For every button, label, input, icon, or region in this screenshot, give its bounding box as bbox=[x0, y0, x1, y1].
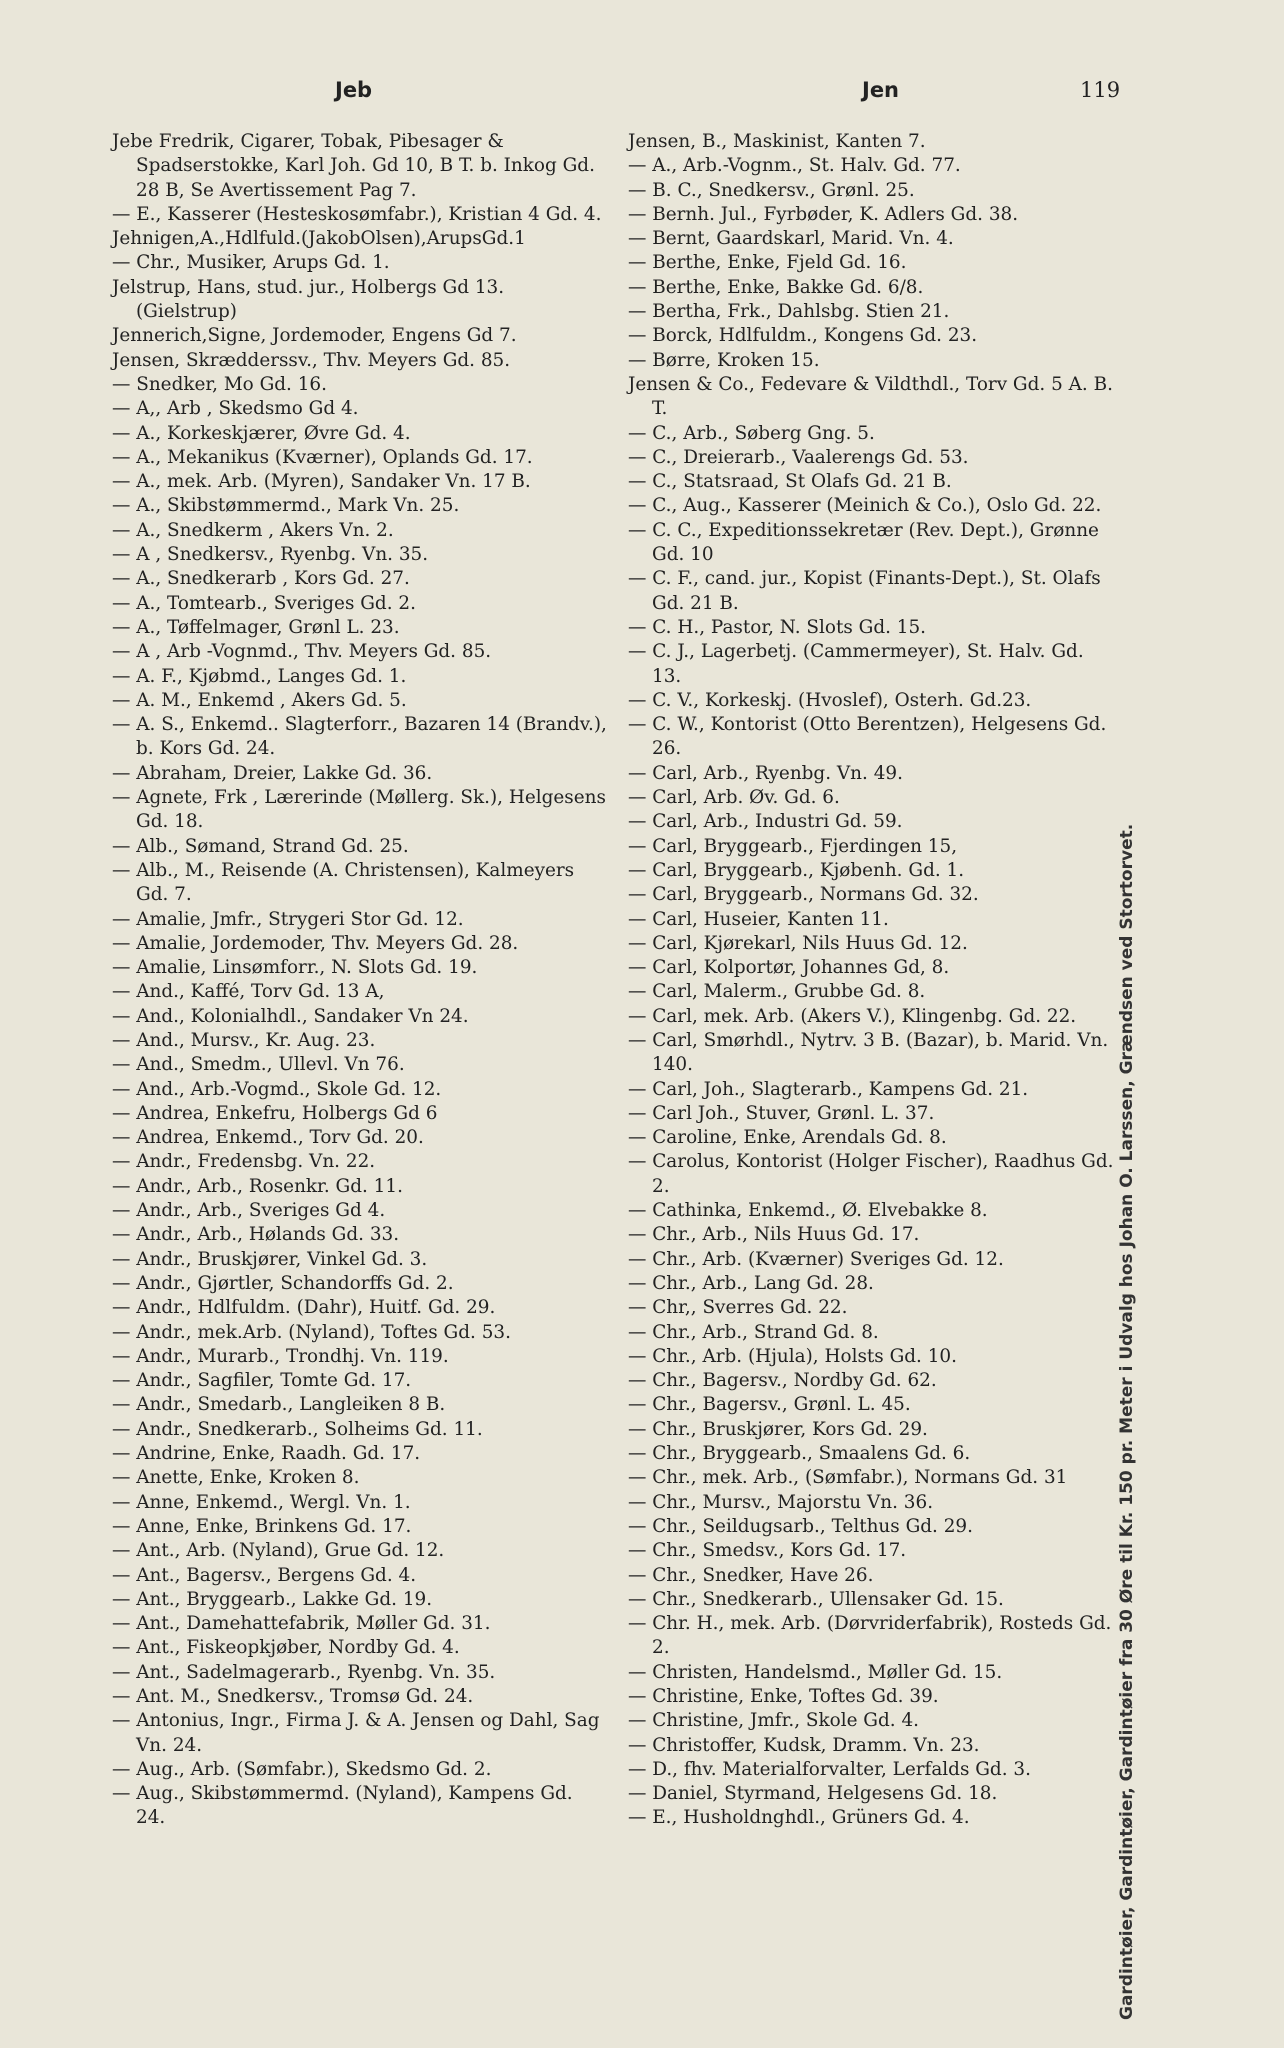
directory-entry: — Chr., Bruskjører, Kors Gd. 29. bbox=[628, 1418, 928, 1440]
directory-entry: — Chr., Arb., Strand Gd. 8. bbox=[628, 1321, 879, 1343]
directory-entry: — C. W., Kontorist (Otto Berentzen), Helgesens Gd. 26. bbox=[628, 714, 1107, 760]
directory-entry: — Anette, Enke, Kroken 8. bbox=[112, 1467, 360, 1489]
directory-entry: — A., Tøffelmager, Grønl L. 23. bbox=[112, 616, 400, 638]
directory-entry: — Andr., Gjørtler, Schandorffs Gd. 2. bbox=[112, 1272, 454, 1294]
directory-entry: — A., Skibstømmermd., Mark Vn. 25. bbox=[112, 495, 460, 517]
directory-entry: — Ant., Bryggearb., Lakke Gd. 19. bbox=[112, 1588, 433, 1610]
directory-entry: — Amalie, Jordemoder, Thv. Meyers Gd. 28. bbox=[112, 932, 519, 954]
directory-entry: — And., Kolonialhdl., Sandaker Vn 24. bbox=[112, 1005, 469, 1027]
directory-entry: — Daniel, Styrmand, Helgesens Gd. 18. bbox=[628, 1783, 998, 1805]
directory-entry: — Andrine, Enke, Raadh. Gd. 17. bbox=[112, 1443, 421, 1465]
directory-entry: — Carl, Smørhdl., Nytrv. 3 B. (Bazar), b. Marid. Vn. 140. bbox=[628, 1029, 1109, 1076]
directory-entry: — Carl, mek. Arb. (Akers V.), Klingenbg. Gd. 22. bbox=[628, 1005, 1077, 1027]
directory-entry: — A., Snedkerm , Akers Vn. 2. bbox=[112, 519, 394, 541]
directory-entry: — E., Husholdnghdl., Grüners Gd. 4. bbox=[628, 1807, 970, 1829]
directory-entry: — Carolus, Kontorist (Holger Fischer), Raadhus Gd. 2. bbox=[628, 1151, 1114, 1197]
directory-entry: — A., Korkeskjærer, Øvre Gd. 4. bbox=[112, 422, 411, 444]
directory-entry: — Christen, Handelsmd., Møller Gd. 15. bbox=[628, 1661, 1003, 1683]
directory-entry: — Bertha, Frk., Dahlsbg. Stien 21. bbox=[628, 301, 950, 323]
directory-entry: — A., Arb.-Vognm., St. Halv. Gd. 77. bbox=[628, 155, 961, 177]
directory-entry: — Chr., Seildugsarb., Telthus Gd. 29. bbox=[628, 1515, 973, 1537]
directory-entry: — And., Kaffé, Torv Gd. 13 A, bbox=[112, 981, 385, 1003]
directory-entry: — Carl, Bryggearb., Normans Gd. 32. bbox=[628, 884, 979, 906]
directory-entry: — And., Arb.-Vogmd., Skole Gd. 12. bbox=[112, 1078, 442, 1100]
directory-entry: — Andr., Hdlfuldm. (Dahr), Huitf. Gd. 29. bbox=[112, 1297, 496, 1319]
directory-entry: — Agnete, Frk , Lærerinde (Møllerg. Sk.), Helgesens Gd. 18. bbox=[112, 787, 606, 833]
header-middle-keyword: Jen bbox=[862, 78, 900, 102]
directory-entry: — Chr., Snedkerarb., Ullensaker Gd. 15. bbox=[628, 1588, 1004, 1610]
directory-entry: — Chr., Arb. (Hjula), Holsts Gd. 10. bbox=[628, 1345, 957, 1367]
directory-entry: — Chr., Arb., Nils Huus Gd. 17. bbox=[628, 1224, 920, 1246]
directory-entry: — Carl, Arb. Øv. Gd. 6. bbox=[628, 787, 840, 809]
directory-entry: — Ant. M., Snedkersv., Tromsø Gd. 24. bbox=[112, 1686, 474, 1707]
directory-entry: — Carl, Arb., Ryenbg. Vn. 49. bbox=[628, 762, 903, 784]
directory-entry: — Andr., Bruskjører, Vinkel Gd. 3. bbox=[112, 1248, 428, 1270]
directory-entry: — A , Snedkersv., Ryenbg. Vn. 35. bbox=[112, 544, 429, 566]
directory-entry: — D., fhv. Materialforvalter, Lerfalds Gd. 3. bbox=[628, 1758, 1031, 1780]
directory-entry: — Chr,, Sverres Gd. 22. bbox=[628, 1297, 848, 1319]
directory-entry: — Carl, Kolportør, Johannes Gd, 8. bbox=[628, 957, 950, 979]
directory-entry: Jehnigen,A.,Hdlfuld.(JakobOlsen),ArupsGd.1 bbox=[112, 228, 526, 250]
directory-entry: — Ant., Arb. (Nyland), Grue Gd. 12. bbox=[112, 1540, 445, 1562]
directory-entry: — Carl, Bryggearb., Fjerdingen 15, bbox=[628, 835, 958, 857]
directory-entry: — C. F., cand. jur., Kopist (Finants-Dept.), St. Olafs Gd. 21 B. bbox=[628, 568, 1101, 614]
directory-entry: Jensen & Co., Fedevare & Vildthdl., Torv Gd. 5 A. B. T. bbox=[628, 373, 1113, 420]
directory-entry: — Carl, Arb., Industri Gd. 59. bbox=[628, 811, 903, 833]
directory-entry: — C. C., Expeditionssekretær (Rev. Dept.), Grønne Gd. 10 bbox=[628, 519, 1099, 566]
directory-entry: — Alb., M., Reisende (A. Christensen), Kalmeyers Gd. 7. bbox=[112, 859, 575, 906]
directory-entry: — Carl, Huseier, Kanten 11. bbox=[628, 908, 889, 930]
directory-entry: — Chr., Arb. (Kværner) Sveriges Gd. 12. bbox=[628, 1248, 1004, 1270]
directory-entry: — E., Kasserer (Hesteskosømfabr.), Kristian 4 Gd. 4. bbox=[112, 203, 602, 225]
directory-entry: — Carl, Malerm., Grubbe Gd. 8. bbox=[628, 981, 926, 1003]
side-advertisement: Gardintøier, Gardintøier, Gardintøier fra 30 Øre til Kr. 150 pr. Meter i Udvalg hos Johan O. Larssen, Grændsen ved Stortorvet. bbox=[1117, 823, 1137, 2020]
directory-entry: — Andr., Arb., Sveriges Gd 4. bbox=[112, 1200, 386, 1222]
page-number: 119 bbox=[1080, 78, 1121, 102]
directory-entry: — Carl, Bryggearb., Kjøbenh. Gd. 1. bbox=[628, 859, 965, 881]
directory-entry: — Andrea, Enkefru, Holbergs Gd 6 bbox=[112, 1102, 438, 1124]
directory-entry: — A,, Arb , Skedsmo Gd 4. bbox=[112, 398, 359, 420]
right-column bbox=[628, 130, 1118, 1831]
directory-entry: — Berthe, Enke, Fjeld Gd. 16. bbox=[628, 252, 907, 274]
directory-entry: — Christine, Jmfr., Skole Gd. 4. bbox=[628, 1710, 920, 1732]
directory-entry: — Caroline, Enke, Arendals Gd. 8. bbox=[628, 1127, 947, 1149]
directory-entry: — A., Tomtearb., Sveriges Gd. 2. bbox=[112, 592, 416, 614]
directory-entry: — Anne, Enkemd., Wergl. Vn. 1. bbox=[112, 1491, 411, 1513]
directory-entry: — Chr., Bagersv., Grønl. L. 45. bbox=[628, 1394, 911, 1416]
directory-entry: — Aug., Skibstømmermd. (Nyland), Kampens Gd. 24. bbox=[112, 1783, 573, 1829]
directory-entry: — Ant., Sadelmagerarb., Ryenbg. Vn. 35. bbox=[112, 1661, 496, 1683]
directory-entry: — Abraham, Dreier, Lakke Gd. 36. bbox=[112, 762, 433, 784]
directory-entry: — Alb., Sømand, Strand Gd. 25. bbox=[112, 835, 409, 857]
directory-entry: — Andr., Arb., Hølands Gd. 33. bbox=[112, 1224, 400, 1246]
directory-entry: — C. V., Korkeskj. (Hvoslef), Osterh. Gd.23. bbox=[628, 689, 1032, 711]
directory-entry: Jensen, B., Maskinist, Kanten 7. bbox=[628, 131, 926, 152]
directory-entry: — B. C., Snedkersv., Grønl. 25. bbox=[628, 179, 915, 201]
directory-entry: — Borck, Hdlfuldm., Kongens Gd. 23. bbox=[628, 325, 978, 347]
directory-entry: Jebe Fredrik, Cigarer, Tobak, Pibesager & Spadserstokke, Karl Joh. Gd 10, B T. b. Inkog Gd. 28 B, Se Avertissement Pag 7. bbox=[112, 131, 595, 201]
header-left-keyword: Jeb bbox=[335, 78, 373, 102]
directory-entry: — Chr., Mursv., Majorstu Vn. 36. bbox=[628, 1491, 934, 1513]
directory-entry: — Ant., Bagersv., Bergens Gd. 4. bbox=[112, 1564, 417, 1586]
directory-entry: Jelstrup, Hans, stud. jur., Holbergs Gd 13. (Gielstrup) bbox=[112, 276, 505, 323]
directory-entry: — Chr. H., mek. Arb. (Dørvriderfabrik), Rosteds Gd. 2. bbox=[628, 1613, 1112, 1659]
directory-entry: — Snedker, Mo Gd. 16. bbox=[112, 373, 327, 395]
directory-entry: — Carl Joh., Stuver, Grønl. L. 37. bbox=[628, 1102, 935, 1124]
directory-entry: — Anne, Enke, Brinkens Gd. 17. bbox=[112, 1515, 412, 1537]
directory-entry: — A , Arb -Vognmd., Thv. Meyers Gd. 85. bbox=[112, 641, 492, 663]
directory-entry: — Bernt, Gaardskarl, Marid. Vn. 4. bbox=[628, 228, 954, 250]
directory-entry: — A., Mekanikus (Kværner), Oplands Gd. 17. bbox=[112, 446, 533, 468]
directory-entry: — Antonius, Ingr., Firma J. & A. Jensen og Dahl, Sag Vn. 24. bbox=[112, 1710, 600, 1756]
directory-entry: Jennerich,Signe, Jordemoder, Engens Gd 7. bbox=[112, 325, 517, 347]
directory-entry: — C., Aug., Kasserer (Meinich & Co.), Oslo Gd. 22. bbox=[628, 495, 1102, 517]
directory-entry: — Andr., mek.Arb. (Nyland), Toftes Gd. 53. bbox=[112, 1321, 511, 1343]
directory-entry: — A., mek. Arb. (Myren), Sandaker Vn. 17 B. bbox=[112, 471, 531, 493]
directory-entry: — Andrea, Enkemd., Torv Gd. 20. bbox=[112, 1127, 424, 1149]
directory-entry: — Chr., Musiker, Arups Gd. 1. bbox=[112, 252, 390, 274]
directory-entry: — C., Dreierarb., Vaalerengs Gd. 53. bbox=[628, 446, 969, 468]
directory-entry: — C., Arb., Søberg Gng. 5. bbox=[628, 422, 875, 444]
left-column bbox=[112, 130, 607, 1831]
directory-entry: — Chr., Bagersv., Nordby Gd. 62. bbox=[628, 1370, 937, 1392]
directory-entry: — And., Smedm., Ullevl. Vn 76. bbox=[112, 1054, 405, 1076]
directory-entry: — Bernh. Jul., Fyrbøder, K. Adlers Gd. 38. bbox=[628, 203, 1019, 225]
directory-entry: — Ant., Fiskeopkjøber, Nordby Gd. 4. bbox=[112, 1637, 460, 1659]
directory-entry: — Chr., Snedker, Have 26. bbox=[628, 1564, 874, 1586]
directory-entry: — Andr., Snedkerarb., Solheims Gd. 11. bbox=[112, 1418, 483, 1440]
directory-entry: — Amalie, Jmfr., Strygeri Stor Gd. 12. bbox=[112, 908, 464, 930]
directory-entry: — Andr., Arb., Rosenkr. Gd. 11. bbox=[112, 1175, 403, 1197]
directory-entry: — Carl, Joh., Slagterarb., Kampens Gd. 21. bbox=[628, 1078, 1029, 1100]
directory-entry: — Ant., Damehattefabrik, Møller Gd. 31. bbox=[112, 1613, 491, 1635]
directory-entry: — Cathinka, Enkemd., Ø. Elvebakke 8. bbox=[628, 1200, 988, 1222]
directory-entry: — Andr., Smedarb., Langleiken 8 B. bbox=[112, 1394, 446, 1416]
directory-entry: — A. F., Kjøbmd., Langes Gd. 1. bbox=[112, 665, 407, 687]
directory-entry: — Andr., Fredensbg. Vn. 22. bbox=[112, 1151, 376, 1173]
directory-entry: — A. M., Enkemd , Akers Gd. 5. bbox=[112, 689, 407, 711]
directory-entry: — Andr., Sagfiler, Tomte Gd. 17. bbox=[112, 1370, 412, 1392]
directory-entry: — Amalie, Linsømforr., N. Slots Gd. 19. bbox=[112, 957, 478, 979]
directory-entry: — Chr., Arb., Lang Gd. 28. bbox=[628, 1272, 874, 1294]
directory-entry: — Aug., Arb. (Sømfabr.), Skedsmo Gd. 2. bbox=[112, 1758, 492, 1780]
directory-entry: — Andr., Murarb., Trondhj. Vn. 119. bbox=[112, 1345, 449, 1367]
directory-entry: — Christoffer, Kudsk, Dramm. Vn. 23. bbox=[628, 1734, 980, 1756]
directory-entry: — Carl, Kjørekarl, Nils Huus Gd. 12. bbox=[628, 932, 968, 954]
directory-entry: — C. J., Lagerbetj. (Cammermeyer), St. Halv. Gd. 13. bbox=[628, 641, 1084, 687]
directory-entry: — A., Snedkerarb , Kors Gd. 27. bbox=[112, 568, 410, 590]
directory-entry: — C. H., Pastor, N. Slots Gd. 15. bbox=[628, 616, 927, 638]
directory-entry: — Christine, Enke, Toftes Gd. 39. bbox=[628, 1686, 939, 1707]
directory-entry: — Chr., mek. Arb., (Sømfabr.), Normans Gd. 31 bbox=[628, 1467, 1068, 1489]
directory-entry: — A. S., Enkemd.. Slagterforr., Bazaren 14 (Brandv.), b. Kors Gd. 24. bbox=[112, 714, 607, 760]
directory-entry: — And., Mursv., Kr. Aug. 23. bbox=[112, 1029, 376, 1051]
directory-entry: Jensen, Skrædderssv., Thv. Meyers Gd. 85. bbox=[112, 349, 511, 371]
directory-entry: — Børre, Kroken 15. bbox=[628, 349, 820, 371]
directory-entry: — Berthe, Enke, Bakke Gd. 6/8. bbox=[628, 276, 924, 298]
directory-entry: — Chr., Smedsv., Kors Gd. 17. bbox=[628, 1540, 907, 1562]
directory-entry: — C., Statsraad, St Olafs Gd. 21 B. bbox=[628, 471, 952, 493]
directory-entry: — Chr., Bryggearb., Smaalens Gd. 6. bbox=[628, 1443, 971, 1465]
